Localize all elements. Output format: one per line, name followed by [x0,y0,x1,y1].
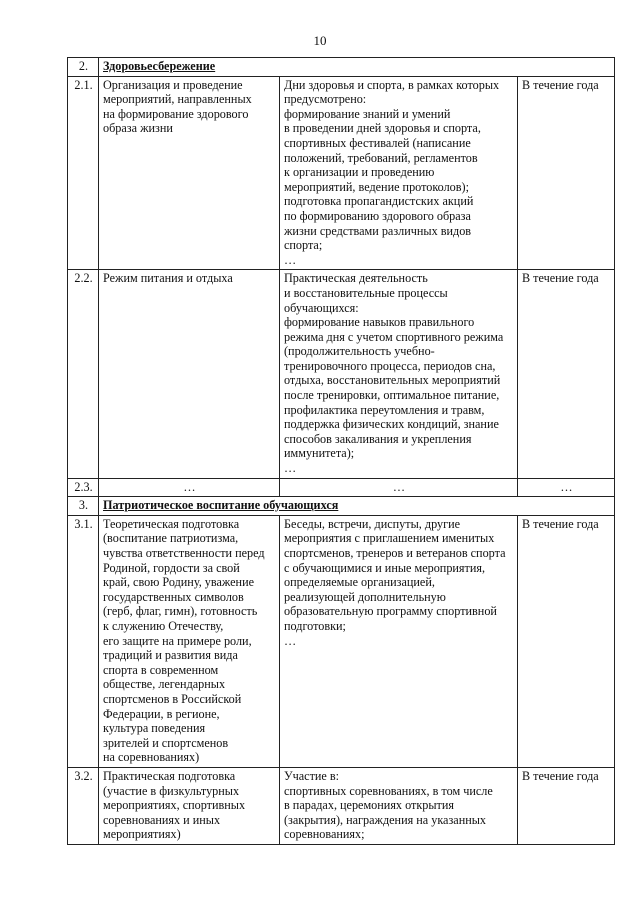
row-number: 2.3. [68,478,99,497]
text-line: Беседы, встречи, диспуты, другие [284,516,461,531]
table-row [68,478,615,497]
direction-cell [99,767,280,844]
direction-cell [99,515,280,767]
text-line: предусмотрено: [284,92,367,107]
text-line: спорта в современном [103,662,219,677]
section-title: Патриотическое воспитание обучающихся [99,497,615,516]
text-line: мероприятий, ведение протоколов); [284,179,469,194]
term-cell: В течение года [518,767,615,844]
table-row [68,767,615,844]
term-cell: В течение года [518,76,615,270]
activities-cell [280,76,518,270]
text-line: обучающихся: [284,300,359,315]
text-line: подготовка пропагандистских акций [284,194,474,209]
section-number: 2. [68,58,99,77]
text-line: иммунитета); [284,446,355,461]
text-line: мероприятий, направленных [103,92,252,107]
text-line: обществе, легендарных [103,677,226,692]
text-line: тренировочного процесса, периодов сна, [284,358,496,373]
text-line: поддержка физических кондиций, знание [284,417,499,432]
text-line: чувства ответственности перед [103,546,265,560]
table-row [68,270,615,478]
row-number: 2.1. [68,76,99,270]
row-number: 3.1. [68,515,99,767]
page-number: 10 [313,33,327,48]
text-line: формирование знаний и умений [284,106,451,121]
text-line: Организация и проведение [103,77,243,92]
text-line: мероприятия с приглашением именитых [284,531,495,546]
text-line: соревнованиях и иных [103,812,221,827]
text-line: на соревнованиях) [103,750,200,765]
text-line: мероприятиях, спортивных [103,798,246,813]
text-line: соревнованиях; [284,827,365,842]
plan-table [67,57,615,845]
direction-cell: … [99,478,280,497]
text-line: традиций и развития вида [103,648,238,663]
text-line: Дни здоровья и спорта, в рамках которых [284,77,500,92]
text-line: Федерации, в регионе, [103,706,220,721]
text-line: (воспитание патриотизма, [103,531,239,546]
section-number: 3. [68,497,99,516]
text-line: и восстановительные процессы [284,285,448,300]
text-line: на формирование здорового [103,106,249,121]
text-line: зрителей и спортсменов [103,735,229,750]
direction-cell [99,76,280,270]
table-row [68,515,615,767]
term-cell: В течение года [518,515,615,767]
text-line: положений, требований, регламентов [284,150,478,165]
text-line: по формированию здорового образа [284,208,471,223]
text-line: … [284,252,297,267]
activities-cell: … [280,478,518,497]
text-line: Режим питания и отдыха [103,271,233,286]
text-line: Участие в: [284,768,340,783]
text-line: государственных символов [103,589,244,604]
text-line: (закрытия), награждения на указанных [284,812,487,827]
text-line: в парадах, церемониях открытия [284,798,454,813]
text-line: (продолжительность учебно- [284,344,435,359]
text-line: после тренировки, оптимальное питание, [284,388,500,403]
text-line: отдыха, восстановительных мероприятий [284,373,501,388]
text-line: Практическая подготовка [103,768,236,783]
direction-cell [99,270,280,478]
text-line: подготовки; [284,618,346,633]
text-line: жизни средствами различных видов [284,223,472,238]
text-line: профилактика переутомления и травм, [284,402,485,417]
text-line: его защите на примере роли, [103,633,252,648]
text-line: образовательную программу спортивной [284,604,497,619]
text-line: режима дня с учетом спортивного режима [284,329,504,344]
text-line: Практическая деятельность [284,271,428,286]
text-line: Теоретическая подготовка [103,516,240,531]
text-line: спорта; [284,238,323,253]
text-line: к организации и проведению [284,165,435,180]
text-line: Родиной, гордости за свой [103,560,240,575]
row-number: 3.2. [68,767,99,844]
section-row-patriotic [68,497,615,516]
activities-cell [280,767,518,844]
text-line: реализующей дополнительную [284,589,446,604]
text-line: способов закаливания и укрепления [284,431,472,446]
text-line: определяемые организацией, [284,575,435,590]
text-line: (участие в физкультурных [103,783,240,798]
activities-cell [280,270,518,478]
table-row [68,76,615,270]
text-line: (герб, флаг, гимн), готовность [103,604,258,619]
text-line: формирование навыков правильного [284,315,475,330]
text-line: спортсменов в Российской [103,691,242,706]
text-line: спортивных фестивалей (написание [284,135,471,150]
text-line: край, свою Родину, уважение [103,575,255,590]
term-cell: … [518,478,615,497]
text-line: мероприятиях) [103,827,181,842]
text-line: культура поведения [103,721,206,736]
term-cell: В течение года [518,270,615,478]
text-line: к служению Отечеству, [103,618,224,633]
text-line: в проведении дней здоровья и спорта, [284,121,481,136]
section-row-health [68,58,615,77]
text-line: с обучающимися и иные мероприятия, [284,560,486,575]
row-number: 2.2. [68,270,99,478]
text-line: … [284,461,297,476]
text-line: спортсменов, тренеров и ветеранов спорта [284,546,506,560]
text-line: образа жизни [103,121,173,136]
section-title: Здоровьесбережение [99,58,615,77]
text-line: … [284,633,297,648]
activities-cell [280,515,518,767]
text-line: спортивных соревнованиях, в том числе [284,783,493,798]
